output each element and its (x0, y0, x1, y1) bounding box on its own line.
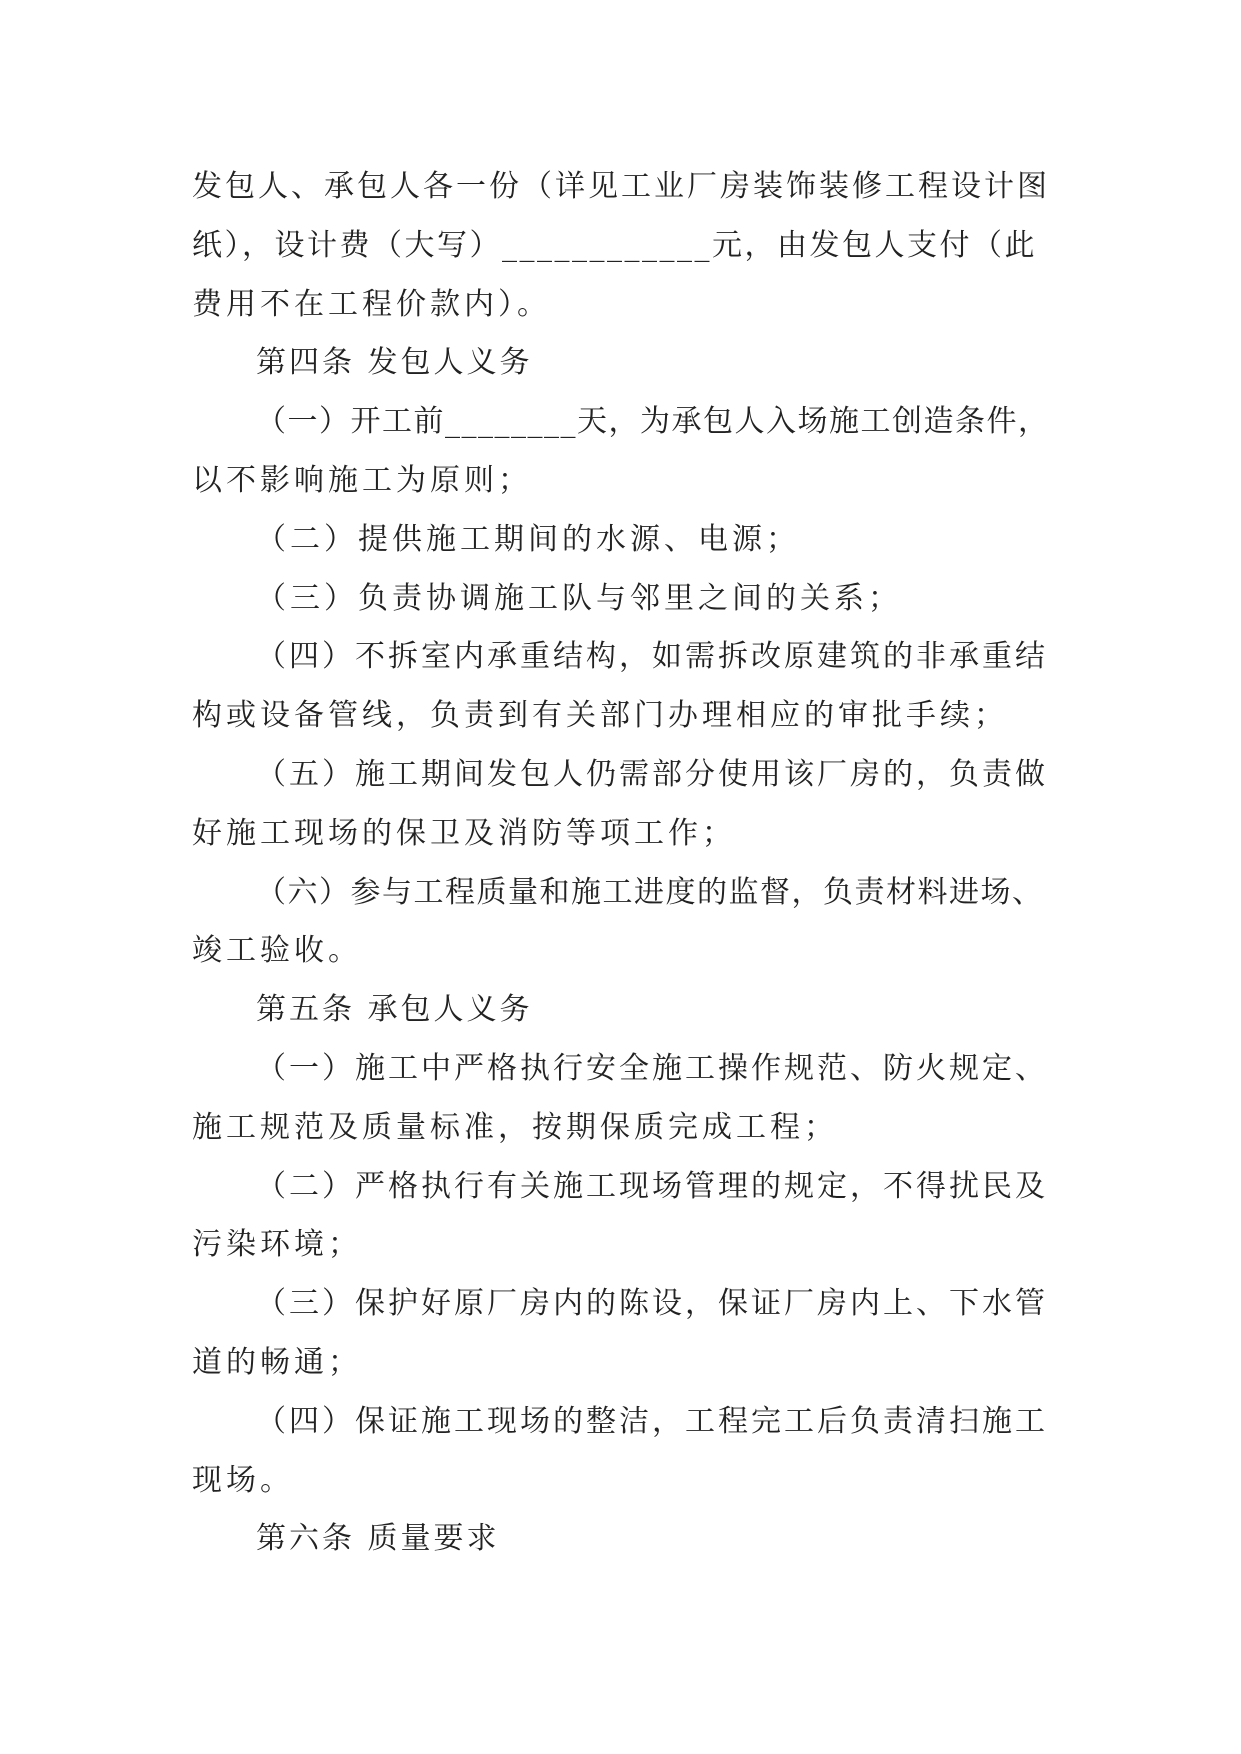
article-heading: 第六条 质量要求 (256, 1521, 500, 1557)
text-line: 好施工现场的保卫及消防等项工作； (192, 815, 736, 851)
text-line: 现场。 (192, 1462, 294, 1498)
text-line: （三）保护好原厂房内的陈设，保证厂房内上、下水管 (256, 1286, 1048, 1322)
text-line: 道的畅通； (192, 1344, 362, 1380)
text-line: 构或设备管线，负责到有关部门办理相应的审批手续； (192, 698, 1008, 734)
text-line: （四）不拆室内承重结构，如需拆改原建筑的非承重结 (256, 639, 1048, 675)
text-line: 施工规范及质量标准，按期保质完成工程； (192, 1109, 838, 1145)
text-line: 纸），设计费（大写）____________元，由发包人支付（此 (192, 227, 1037, 263)
text-line: 污染环境； (192, 1227, 362, 1263)
article-heading: 第五条 承包人义务 (256, 992, 533, 1028)
text-line: （一）施工中严格执行安全施工操作规范、防火规定、 (256, 1050, 1048, 1086)
text-line: 费用不在工程价款内）。 (192, 286, 551, 322)
text-line: 以不影响施工为原则； (192, 462, 532, 498)
text-line: （二）提供施工期间的水源、电源； (256, 521, 800, 557)
text-line: 竣工验收。 (192, 933, 362, 969)
text-line: （五）施工期间发包人仍需部分使用该厂房的，负责做 (256, 756, 1048, 792)
text-line: （四）保证施工现场的整洁，工程完工后负责清扫施工 (256, 1403, 1048, 1439)
document-body (192, 158, 1052, 1569)
text-line: （二）严格执行有关施工现场管理的规定，不得扰民及 (256, 1168, 1048, 1204)
text-line: （三）负责协调施工队与邻里之间的关系； (256, 580, 902, 616)
article-heading: 第四条 发包人义务 (256, 345, 533, 381)
text-line: （一）开工前________天，为承包人入场施工创造条件， (256, 404, 1050, 440)
text-line: 发包人、承包人各一份（详见工业厂房装饰装修工程设计图 (192, 169, 1050, 204)
text-line: （六）参与工程质量和施工进度的监督，负责材料进场、 (256, 874, 1044, 910)
